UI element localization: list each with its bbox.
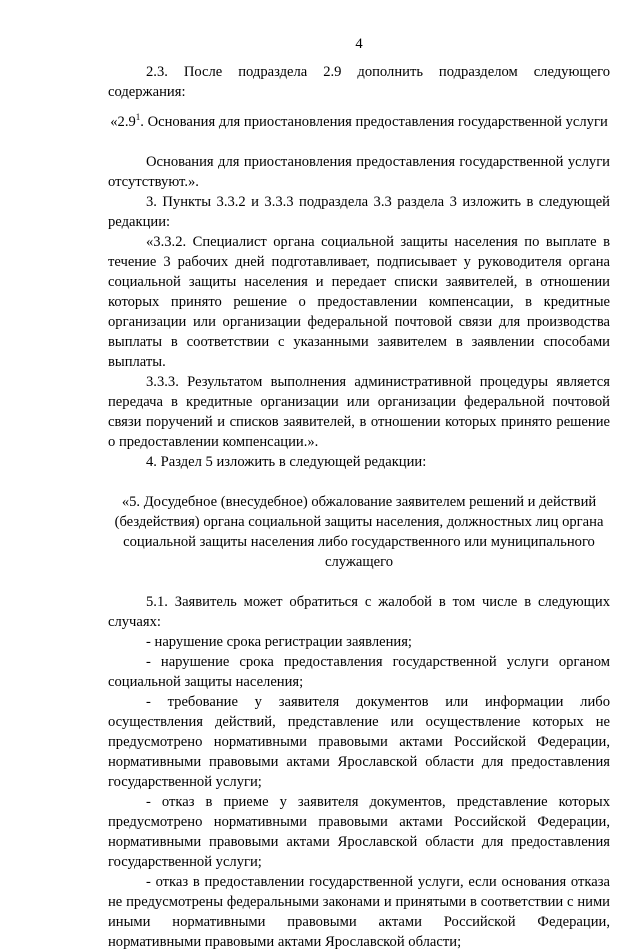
section-heading-5: «5. Досудебное (внесудебное) обжалование заявителем решений и действий (бездействия) органа социальной защиты населения, должностных лиц органа социальной защиты населения либо государственного или муниципального служащего [114,494,604,570]
paragraph-grounds-absent: Основания для приостановления предоставления государственной услуги отсутствуют.». [108,154,610,190]
heading-2-9-1-title: . Основания для приостановления предоставления государственной услуги [140,114,608,130]
paragraph-item-3: 3. Пункты 3.3.2 и 3.3.3 подраздела 3.3 раздела 3 изложить в следующей редакции: [108,194,610,230]
paragraph-item-4: 4. Раздел 5 изложить в следующей редакции: [146,454,427,470]
section-heading-2-9-1 [108,112,610,132]
list-item: - отказ в приеме у заявителя документов, представление которых предусмотрено нормативными правовыми актами Российской Федерации, нормативными правовыми актами Ярославской области для предоставления государственной услуги; [108,794,610,870]
heading-2-9-1-prefix: «2.9 [110,114,136,130]
paragraph-2-3: 2.3. После подраздела 2.9 дополнить подразделом следующего содержания: [108,64,610,100]
list-item: - нарушение срока предоставления государственной услуги органом социальной защиты населения; [108,654,610,690]
list-item: - отказ в предоставлении государственной услуги, если основания отказа не предусмотрены федеральными законами и принятыми в соответствии с ними иными нормативными правовыми актами Российской Федерации, нормативными правовыми актами Ярославской области; [108,874,610,950]
list-item: - нарушение срока регистрации заявления; [146,634,412,650]
paragraph-3-3-3: 3.3.3. Результатом выполнения административной процедуры является передача в кредитные организации или организации федеральной почтовой связи поручений и списков заявителей, в отношении которых принято решение о предоставлении компенсации.». [108,374,610,450]
paragraph-3-3-2: «3.3.2. Специалист органа социальной защиты населения по выплате в течение 3 рабочих дней подготавливает, подписывает у руководителя органа социальной защиты населения и передает списки заявителей, в отношении которых принято решение о предоставлении компенсации, в кредитные организации или организации федеральной почтовой связи для производства выплаты в соответствии с указанными заявителем в заявлении способами выплаты. [108,234,610,370]
page-number: 4 [355,36,363,52]
heading-2-9-1-superscript: 1 [135,112,141,123]
list-item: - требование у заявителя документов или информации либо осуществления действий, представление или осуществление которых не предусмотрено нормативными правовыми актами Российской Федерации, нормативными правовыми актами Ярославской области для предоставления государственной услуги; [108,694,610,790]
document-page [108,34,610,952]
paragraph-5-1: 5.1. Заявитель может обратиться с жалобой в том числе в следующих случаях: [108,594,610,630]
